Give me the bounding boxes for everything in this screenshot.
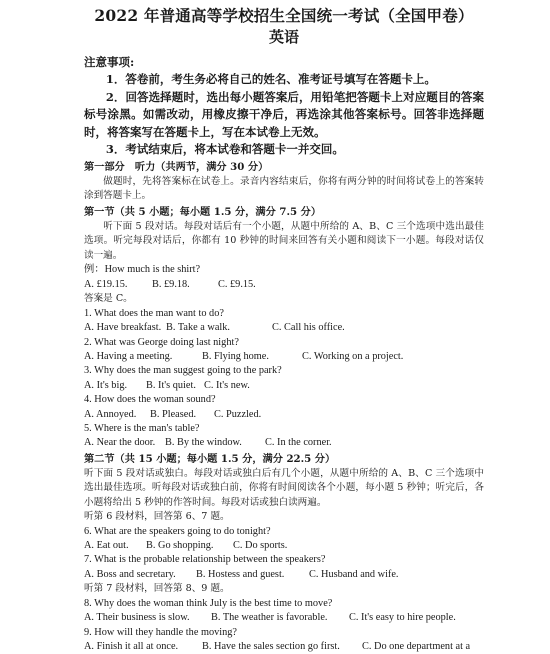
question-6: 6. What are the speakers going to do tonight?	[84, 525, 271, 537]
option-a: A. Annoyed.	[84, 408, 137, 420]
option-c: C. It's new.	[204, 379, 250, 391]
question-1-options	[84, 321, 484, 335]
option-c: C. Do sports.	[233, 540, 288, 552]
notice-item-2: 2．回答选择题时，选出每小题答案后，用铅笔把答题卡上对应题目的答案标号涂黑。如需改动，用橡皮擦干净后，再选涂其他答案标号。回答非选择题时，将答案写在答题卡上，写在本试卷上无效。	[84, 89, 484, 139]
option-a: A. £19.15.	[84, 278, 128, 290]
option-b: B. Have the sales section go first.	[202, 640, 340, 652]
option-b: B. It's quiet.	[146, 379, 196, 391]
part1-intro: 做题时，先将答案标在试卷上。录音内容结束后，你将有两分钟的时间将试卷上的答案转涂到答题卡上。	[84, 175, 484, 202]
option-a: A. Their business is slow.	[84, 612, 190, 624]
question-8-options	[84, 611, 484, 625]
part1-title: 第一部分 听力（共两节，满分 30 分）	[84, 160, 269, 173]
option-c: C. Working on a project.	[302, 350, 404, 362]
option-b: B. Go shopping.	[146, 540, 214, 552]
section1-title: 第一节（共 5 小题；每小题 1.5 分，满分 7.5 分）	[84, 205, 322, 218]
option-a: A. Boss and secretary.	[84, 568, 176, 580]
question-9: 9. How will they handle the moving?	[84, 626, 237, 638]
question-4: 4. How does the woman sound?	[84, 394, 216, 406]
option-c: C. Call his office.	[272, 322, 345, 334]
option-a: A. Eat out.	[84, 540, 129, 552]
option-c: C. Husband and wife.	[309, 568, 399, 580]
section2-title: 第二节（共 15 小题；每小题 1.5 分，满分 22.5 分）	[84, 452, 336, 465]
material-6-heading: 听第 6 段材料，回答第 6、7 题。	[84, 511, 230, 523]
option-a: A. Have breakfast.	[84, 322, 162, 334]
question-5-options	[84, 436, 484, 450]
section2-intro: 听下面 5 段对话或独白。每段对话或独白后有几个小题，从题中所给的 A、B、C 三个选项中选出最佳选项。听每段对话或独白前，你将有时间阅读各个小题，每小题 5 秒钟；听完后，各小题将给出 5 秒钟的作答时间。每段对话或独白读两遍。	[84, 467, 484, 508]
option-a: A. Finish it all at once.	[84, 640, 179, 652]
question-1: 1. What does the man want to do?	[84, 307, 224, 319]
option-c: C. It's easy to hire people.	[349, 612, 456, 624]
option-b: B. Hostess and guest.	[196, 568, 285, 580]
option-c: C. Puzzled.	[214, 408, 262, 420]
question-5: 5. Where is the man's table?	[84, 422, 200, 434]
option-c: C. In the corner.	[265, 437, 332, 449]
question-3-options	[84, 379, 484, 393]
material-7-heading: 听第 7 段材料，回答第 8、9 题。	[84, 583, 230, 595]
exam-title: 2022 年普通高等学校招生全国统一考试（全国甲卷）	[94, 6, 474, 25]
notice-item-3: 3．考试结束后，将本试卷和答题卡一并交回。	[105, 142, 344, 157]
option-a: A. Having a meeting.	[84, 350, 173, 362]
option-c: C. Do one department at a	[362, 640, 471, 652]
option-b: B. By the window.	[165, 437, 242, 449]
option-b: B. £9.18.	[152, 278, 190, 290]
option-c: C. £9.15.	[218, 278, 256, 290]
option-b: B. Flying home.	[202, 350, 269, 362]
option-b: B. Take a walk.	[166, 322, 230, 334]
question-9-options	[84, 640, 484, 654]
question-7: 7. What is the probable relationship between the speakers?	[84, 554, 326, 566]
question-4-options	[84, 408, 484, 422]
notice-item-1: 1．答卷前，考生务必将自己的姓名、准考证号填写在答题卡上。	[105, 72, 436, 86]
question-2: 2. What was George doing last night?	[84, 336, 239, 348]
example-options	[84, 278, 484, 292]
example-question: 例：How much is the shirt?	[84, 264, 201, 276]
question-3: 3. Why does the man suggest going to the park?	[84, 365, 282, 377]
question-8: 8. Why does the woman think July is the best time to move?	[84, 597, 333, 609]
option-b: B. The weather is favorable.	[211, 612, 328, 624]
example-answer: 答案是 C。	[84, 293, 133, 305]
question-6-options	[84, 539, 484, 553]
exam-subject: 英语	[268, 28, 299, 46]
question-2-options	[84, 350, 484, 364]
option-b: B. Pleased.	[150, 408, 197, 420]
notice-heading: 注意事项:	[84, 55, 135, 69]
option-a: A. It's big.	[84, 379, 128, 391]
section1-intro: 听下面 5 段对话。每段对话后有一个小题，从题中所给的 A、B、C 三个选项中选出最佳选项。听完每段对话后，你都有 10 秒钟的时间来回答有关小题和阅读下一小题。每段对话仅读一遍。	[84, 220, 484, 261]
question-7-options	[84, 568, 484, 582]
option-a: A. Near the door.	[84, 437, 156, 449]
